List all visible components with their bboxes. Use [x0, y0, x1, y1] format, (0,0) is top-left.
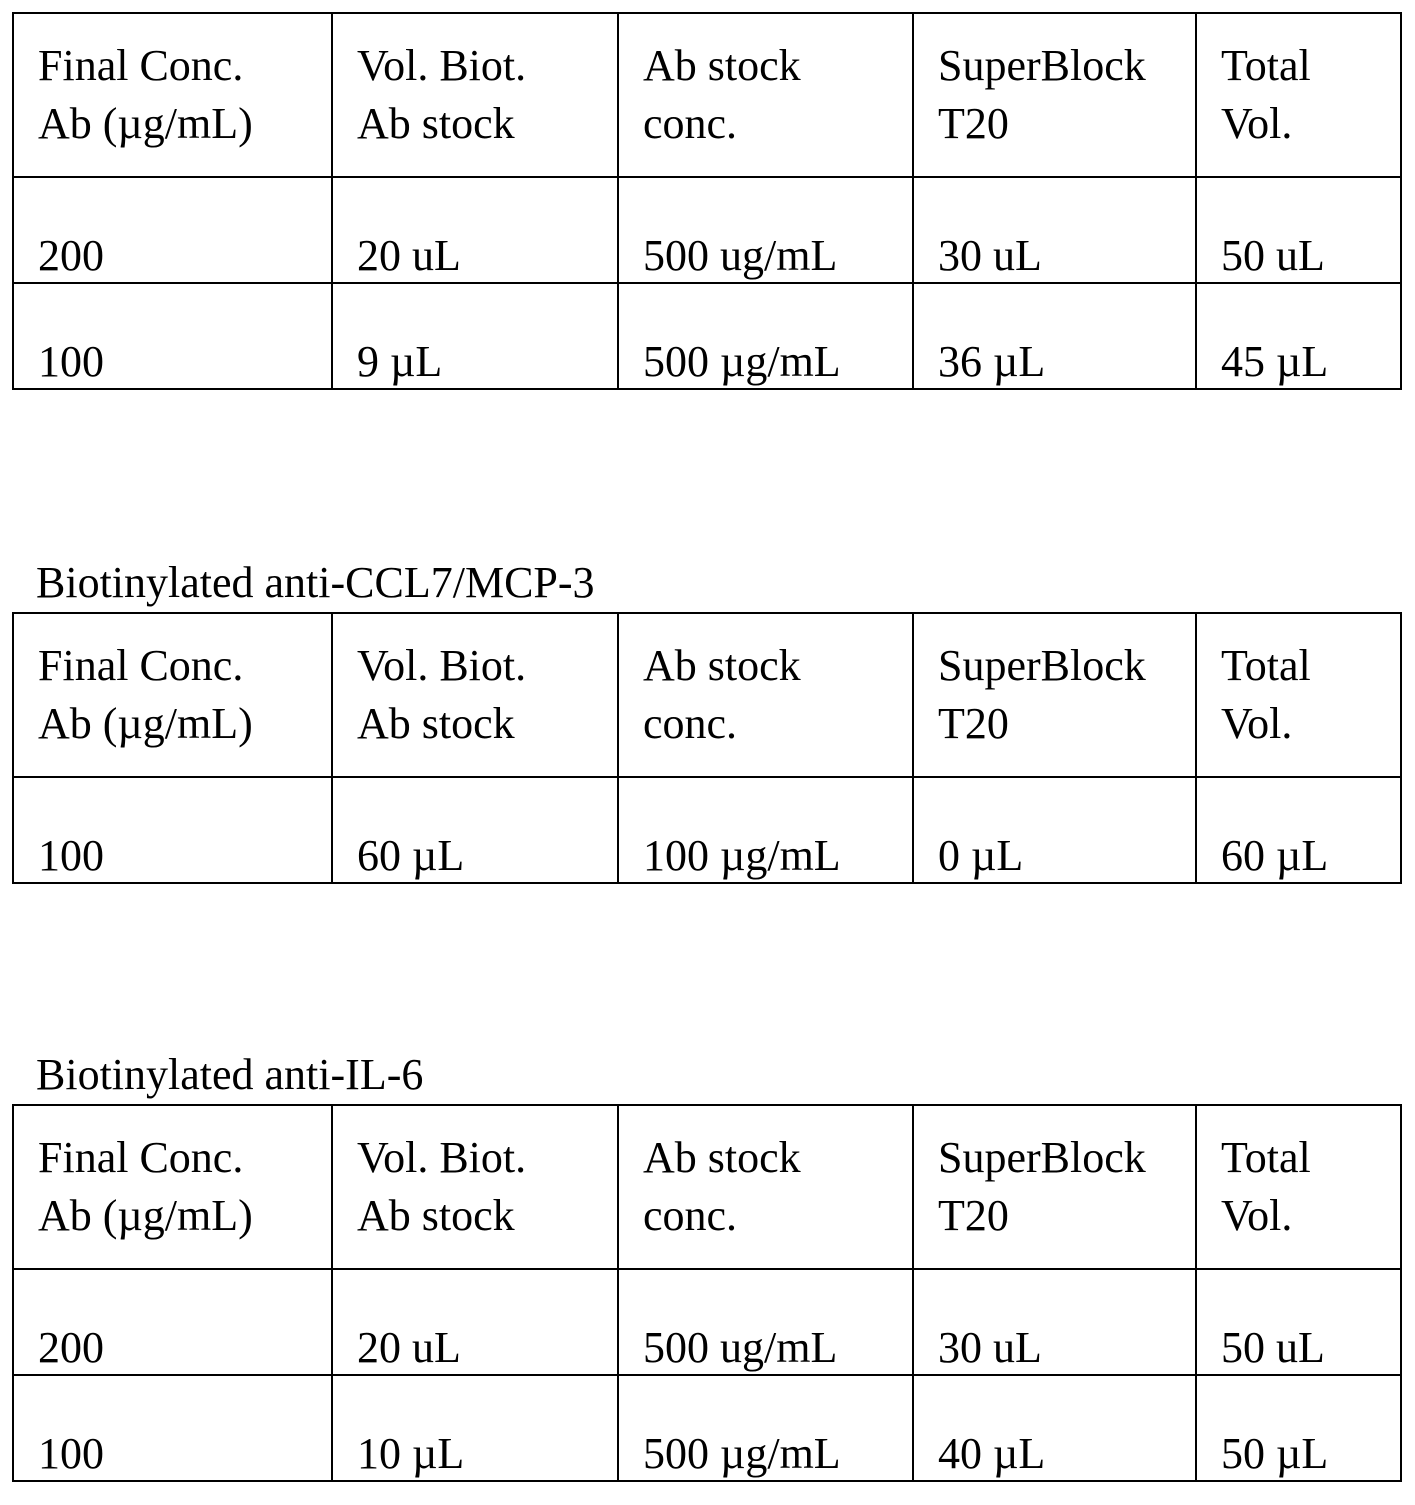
table-row — [13, 777, 1401, 883]
header-line: T20 — [938, 99, 1009, 148]
header-line: Ab stock — [643, 1133, 801, 1182]
table-cell: 50 µL — [1196, 1375, 1401, 1481]
header-line: SuperBlock — [938, 41, 1146, 90]
header-line: Ab stock — [643, 641, 801, 690]
table-cell: 40 µL — [913, 1375, 1196, 1481]
table-cell: 10 µL — [332, 1375, 618, 1481]
header-line: conc. — [643, 99, 737, 148]
table-cell: 50 uL — [1196, 177, 1401, 283]
header-line: Final Conc. — [38, 641, 243, 690]
column-header — [332, 13, 618, 177]
column-header — [618, 613, 913, 777]
header-line: Ab stock — [357, 99, 515, 148]
header-line: SuperBlock — [938, 1133, 1146, 1182]
table-cell: 100 — [13, 283, 332, 389]
table-cell: 100 µg/mL — [618, 777, 913, 883]
dilution-table-1 — [12, 12, 1402, 390]
column-header — [13, 613, 332, 777]
column-header — [913, 613, 1196, 777]
column-header — [1196, 1105, 1401, 1269]
table-cell: 60 µL — [1196, 777, 1401, 883]
dilution-table-il6 — [12, 1104, 1402, 1482]
column-header — [13, 1105, 332, 1269]
column-header — [618, 13, 913, 177]
header-line: SuperBlock — [938, 641, 1146, 690]
header-line: Ab (µg/mL) — [38, 699, 253, 748]
column-header — [332, 613, 618, 777]
table-cell: 30 uL — [913, 177, 1196, 283]
column-header — [618, 1105, 913, 1269]
header-line: Final Conc. — [38, 1133, 243, 1182]
table-title-ccl7: Biotinylated anti-CCL7/MCP-3 — [36, 558, 595, 608]
table-cell: 200 — [13, 1269, 332, 1375]
column-header — [913, 13, 1196, 177]
header-line: T20 — [938, 699, 1009, 748]
column-header — [1196, 13, 1401, 177]
table-cell: 20 uL — [332, 177, 618, 283]
table-title-il6: Biotinylated anti-IL-6 — [36, 1050, 423, 1100]
header-line: Ab (µg/mL) — [38, 1191, 253, 1240]
header-line: Final Conc. — [38, 41, 243, 90]
table-cell: 0 µL — [913, 777, 1196, 883]
column-header — [332, 1105, 618, 1269]
table-cell: 30 uL — [913, 1269, 1196, 1375]
header-line: Total — [1221, 641, 1311, 690]
table-cell: 20 uL — [332, 1269, 618, 1375]
table-cell: 100 — [13, 777, 332, 883]
table-cell: 200 — [13, 177, 332, 283]
header-row — [13, 613, 1401, 777]
header-line: T20 — [938, 1191, 1009, 1240]
header-line: Vol. Biot. — [357, 41, 526, 90]
table-cell: 45 µL — [1196, 283, 1401, 389]
table-cell: 100 — [13, 1375, 332, 1481]
table-cell: 50 uL — [1196, 1269, 1401, 1375]
table-row — [13, 1375, 1401, 1481]
header-line: Vol. — [1221, 699, 1292, 748]
header-line: Vol. Biot. — [357, 1133, 526, 1182]
column-header — [913, 1105, 1196, 1269]
header-line: Ab (µg/mL) — [38, 99, 253, 148]
header-row — [13, 1105, 1401, 1269]
header-line: Total — [1221, 1133, 1311, 1182]
header-line: Ab stock — [357, 699, 515, 748]
table-cell: 500 µg/mL — [618, 1375, 913, 1481]
table-cell: 500 µg/mL — [618, 283, 913, 389]
header-line: Vol. Biot. — [357, 641, 526, 690]
header-line: Total — [1221, 41, 1311, 90]
table-row — [13, 1269, 1401, 1375]
header-row — [13, 13, 1401, 177]
dilution-table-ccl7 — [12, 612, 1402, 884]
column-header — [13, 13, 332, 177]
table-cell: 36 µL — [913, 283, 1196, 389]
header-line: Ab stock — [643, 41, 801, 90]
header-line: Vol. — [1221, 99, 1292, 148]
table-row — [13, 283, 1401, 389]
table-cell: 9 µL — [332, 283, 618, 389]
header-line: Vol. — [1221, 1191, 1292, 1240]
column-header — [1196, 613, 1401, 777]
table-cell: 60 µL — [332, 777, 618, 883]
table-cell: 500 ug/mL — [618, 177, 913, 283]
header-line: conc. — [643, 699, 737, 748]
table-cell: 500 ug/mL — [618, 1269, 913, 1375]
table-row — [13, 177, 1401, 283]
header-line: conc. — [643, 1191, 737, 1240]
header-line: Ab stock — [357, 1191, 515, 1240]
